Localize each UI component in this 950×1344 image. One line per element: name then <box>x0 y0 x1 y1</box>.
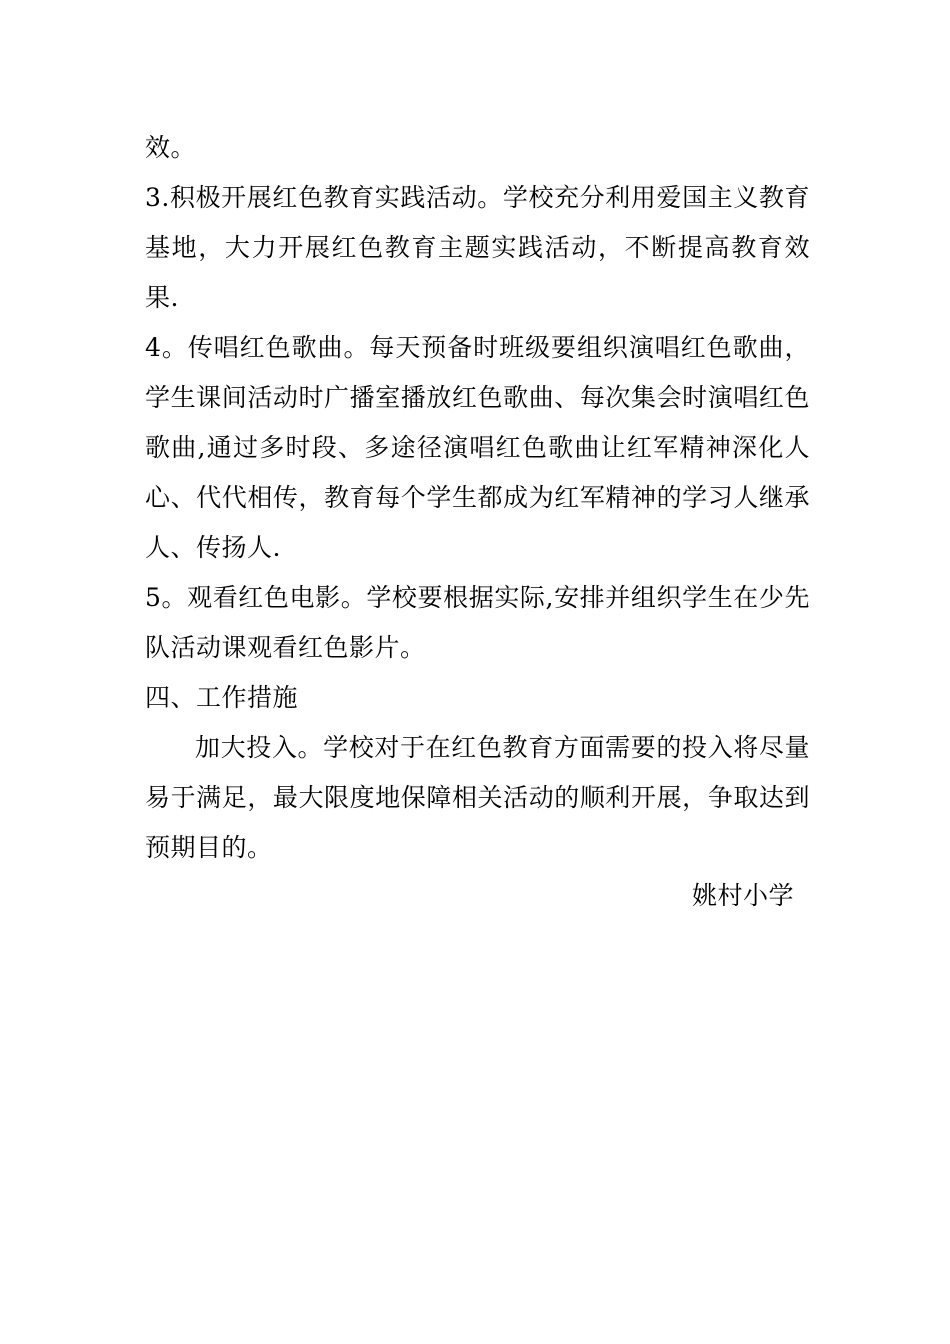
paragraph-continuation: 效。 <box>145 133 197 162</box>
paragraph-item-5: 5。观看红色电影。学校要根据实际,安排并组织学生在少先队活动课观看红色影片。 <box>145 583 810 662</box>
paragraph-item-3: 3.积极开展红色教育实践活动。学校充分利用爱国主义教育基地，大力开展红色教育主题实践活动，不断提高教育效果. <box>145 183 810 312</box>
section-heading: 四、工作措施 <box>145 683 299 712</box>
paragraph-item-4: 4。传唱红色歌曲。每天预备时班级要组织演唱红色歌曲，学生课间活动时广播室播放红色歌曲、每次集会时演唱红色歌曲,通过多时段、多途径演唱红色歌曲让红军精神深化人心、代代相传，教育每个学生都成为红军精神的学习人继承人、传扬人. <box>145 333 810 562</box>
signature: 姚村小学 <box>691 881 794 910</box>
document-body <box>145 123 810 873</box>
paragraph-measures: 加大投入。学校对于在红色教育方面需要的投入将尽量易于满足，最大限度地保障相关活动的顺利开展，争取达到预期目的。 <box>145 733 810 862</box>
